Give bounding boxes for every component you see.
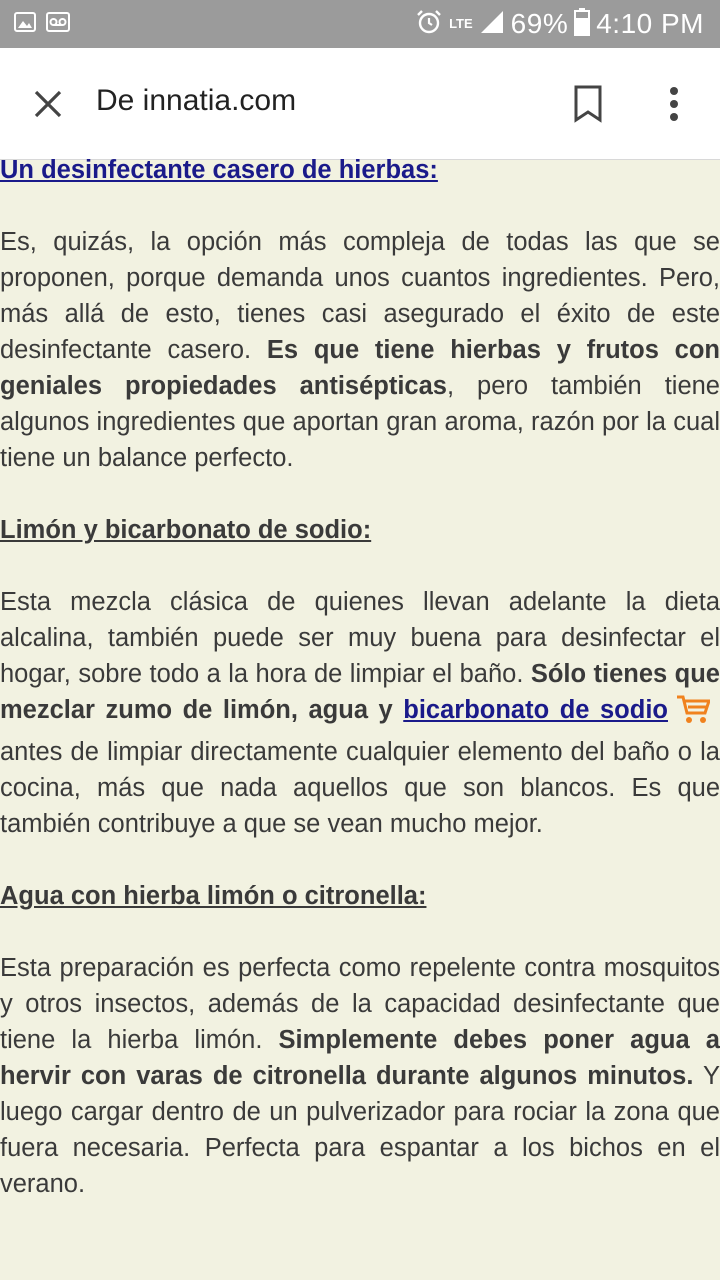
article-body <box>0 152 720 1202</box>
battery-icon <box>574 8 590 41</box>
paragraph-2 <box>0 584 720 842</box>
p1-text-c: , pero también tiene algunos ingredientes que aportan gran aroma, razón por la cual tiene un balance perfecto. <box>0 372 720 472</box>
bookmark-icon <box>573 85 603 123</box>
heading-2-text: Limón y bicarbonato de sodio: <box>0 516 372 544</box>
clock: 4:10 PM <box>596 8 704 39</box>
p3-bold: Simplemente debes poner agua a hervir con varas de citronella durante algunos minutos. <box>0 1026 720 1090</box>
page-origin-title: De innatia.com <box>96 84 297 117</box>
section-heading-2 <box>0 512 720 548</box>
p3-text-a: Esta preparación es perfecta como repelente contra mosquitos y otros insectos, además de la capacidad desinfectante que tiene la hierba limón. <box>0 954 720 1054</box>
shopping-cart-icon[interactable] <box>676 694 710 734</box>
section-heading-1 <box>0 152 720 188</box>
p2-text-c: antes de limpiar directamente cualquier elemento del baño o la cocina, más que nada aquellos que son blancos. Es que también contribuye a que se vean mucho mejor. <box>0 738 720 838</box>
bicarbonato-link[interactable]: bicarbonato de sodio <box>403 696 668 724</box>
heading-1-text[interactable]: Un desinfectante casero de hierbas: <box>0 156 438 184</box>
image-notification-icon <box>14 12 36 37</box>
p3-text-c: Y luego cargar dentro de un pulverizador para rociar la zona que fuera necesaria. Perfecta para espantar a los bichos en el verano. <box>0 1062 720 1198</box>
heading-3-text: Agua con hierba limón o citronella: <box>0 882 427 910</box>
section-heading-3 <box>0 878 720 914</box>
bookmark-button[interactable] <box>566 80 610 128</box>
overflow-menu-button[interactable] <box>652 78 696 130</box>
paragraph-3 <box>0 950 720 1202</box>
voicemail-icon <box>46 12 70 37</box>
p2-bold: Sólo tienes que mezclar zumo de limón, agua y <box>0 660 720 724</box>
alarm-icon <box>415 8 443 41</box>
close-button[interactable] <box>26 82 70 126</box>
status-right <box>409 8 704 41</box>
network-type: LTE <box>449 16 473 31</box>
signal-icon <box>479 9 505 40</box>
more-vert-icon <box>668 86 680 122</box>
custom-tab-toolbar <box>0 48 720 160</box>
battery-percent: 69% <box>510 8 569 39</box>
status-bar <box>0 0 720 48</box>
status-left <box>14 12 80 37</box>
close-icon <box>32 88 64 120</box>
paragraph-1 <box>0 224 720 476</box>
p1-bold: Es que tiene hierbas y frutos con geniales propiedades antisépticas <box>0 336 720 400</box>
p1-text-a: Es, quizás, la opción más compleja de todas las que se proponen, porque demanda unos cuantos ingredientes. Pero, más allá de esto, tienes casi asegurado el éxito de este desinfectante casero. <box>0 228 720 364</box>
p2-text-a: Esta mezcla clásica de quienes llevan adelante la dieta alcalina, también puede ser muy buena para desinfectar el hogar, sobre todo a la hora de limpiar el baño. <box>0 588 720 688</box>
